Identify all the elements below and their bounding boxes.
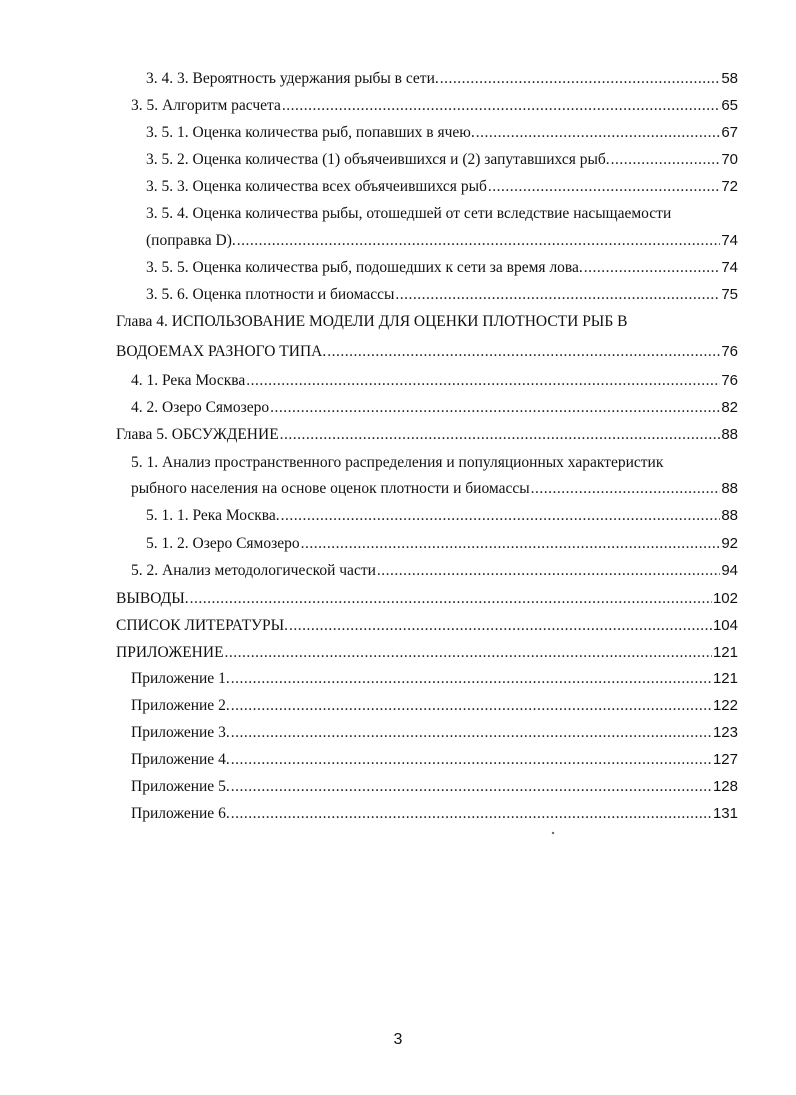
dot-leader (531, 478, 721, 500)
dot-leader (231, 695, 712, 717)
toc-entry-title: рыбного населения на основе оценок плотности и биомассы (131, 480, 530, 497)
toc-entry-page: 131 (712, 805, 738, 822)
toc-entry-page: 65 (721, 97, 738, 114)
page-number: 3 (393, 1031, 403, 1048)
toc-entry-page: 122 (712, 697, 738, 714)
toc-entry-title-line1: Глава 4. ИСПОЛЬЗОВАНИЕ МОДЕЛИ ДЛЯ ОЦЕНКИ ПЛОТНОСТИ РЫБ В (116, 313, 628, 330)
toc-entry-title: Приложение 6. (131, 805, 230, 822)
toc-entry-page: 88 (721, 480, 738, 497)
toc-entry (131, 803, 738, 825)
toc-entry (131, 560, 738, 582)
toc-entry (116, 341, 738, 363)
toc-entry (131, 397, 738, 419)
toc-entry (146, 176, 738, 198)
toc-entry-title: 3. 5. 2. Оценка количества (1) объячеившихся и (2) запутавшихся рыб. (146, 151, 610, 168)
toc-entry-title: 3. 5. 3. Оценка количества всех объячеившихся рыб (146, 178, 487, 195)
toc-entry (131, 95, 738, 117)
toc-entry-title: 3. 5. 5. Оценка количества рыб, подошедших к сети за время лова. (146, 259, 583, 276)
dot-leader (231, 776, 712, 798)
toc-entry (131, 749, 738, 771)
toc-entry (146, 68, 738, 90)
toc-entry (146, 533, 738, 555)
toc-entry-page: 128 (712, 778, 738, 795)
scan-speck (552, 832, 555, 835)
toc-entry-title: 5. 1. 2. Озеро Сямозеро (146, 535, 300, 552)
dot-leader (280, 424, 721, 446)
dot-leader (231, 722, 712, 744)
toc-entry-page: 76 (721, 343, 738, 360)
toc-entry-page: 104 (712, 617, 738, 634)
toc-entry (116, 615, 738, 637)
toc-entry-title: 5. 1. 1. Река Москва. (146, 507, 280, 524)
dot-leader (231, 803, 712, 825)
dot-leader (395, 284, 720, 306)
toc-entry-title: Приложение 4. (131, 751, 230, 768)
toc-entry-title-line1: 3. 5. 4. Оценка количества рыбы, отошедшей от сети вследствие насыщаемости (146, 205, 672, 222)
toc-entry-title: 3. 4. 3. Вероятность удержания рыбы в сети. (146, 70, 439, 87)
dot-leader (327, 341, 720, 363)
toc-entry-title: Приложение 5. (131, 778, 230, 795)
toc-entry-page: 88 (721, 426, 738, 443)
toc-entry-title: ПРИЛОЖЕНИЕ (116, 644, 224, 661)
toc-entry (131, 722, 738, 744)
toc-entry-page: 94 (721, 562, 738, 579)
toc-entry (146, 505, 738, 527)
toc-entry-title: 4. 2. Озеро Сямозеро (131, 399, 270, 416)
toc-entry (131, 668, 738, 690)
toc-entry (146, 230, 738, 252)
toc-entry-title: 3. 5. Алгоритм расчета (131, 97, 281, 114)
toc-entry-page: 74 (721, 259, 738, 276)
dot-leader (237, 230, 721, 252)
dot-leader (231, 668, 712, 690)
toc-entry-title: (поправка D). (146, 232, 236, 249)
toc-entry-title: 4. 1. Река Москва (131, 372, 246, 389)
dot-leader (289, 615, 712, 637)
toc-entry-page: 67 (721, 124, 738, 141)
toc-entry-page: 70 (721, 151, 738, 168)
toc-entry-page: 82 (721, 399, 738, 416)
toc-entry-title: ВОДОЕМАХ РАЗНОГО ТИПА. (116, 343, 327, 360)
toc-entry-title: Приложение 1. (131, 670, 230, 687)
toc-entry-title: Глава 5. ОБСУЖДЕНИЕ (116, 426, 279, 443)
dot-leader (190, 588, 712, 610)
toc-entry-page: 76 (721, 372, 738, 389)
dot-leader (476, 122, 721, 144)
toc-entry (131, 478, 738, 500)
toc-entry (131, 695, 738, 717)
dot-leader (377, 560, 720, 582)
toc-entry-title: 5. 2. Анализ методологической части (131, 562, 376, 579)
toc-entry (146, 257, 738, 279)
dot-leader (270, 397, 720, 419)
dot-leader (584, 257, 721, 279)
toc-entry-title: 3. 5. 6. Оценка плотности и биомассы (146, 286, 395, 303)
toc-entry (131, 776, 738, 798)
toc-entry (146, 122, 738, 144)
toc-entry-page: 121 (712, 670, 738, 687)
toc-entry-page: 121 (712, 644, 738, 661)
toc-entry-page: 123 (712, 724, 738, 741)
toc-entry-page: 102 (712, 590, 738, 607)
toc-entry-page: 75 (721, 286, 738, 303)
dot-leader (488, 176, 720, 198)
toc-entry-title: Приложение 2. (131, 697, 230, 714)
toc-entry (131, 370, 738, 392)
dot-leader (440, 68, 721, 90)
toc-entry (116, 588, 738, 610)
dot-leader (611, 149, 721, 171)
dot-leader (281, 505, 721, 527)
toc-entry-page: 92 (721, 535, 738, 552)
toc-entry-page: 58 (721, 70, 738, 87)
toc-entry (116, 642, 738, 664)
dot-leader (282, 95, 720, 117)
toc-entry-title: СПИСОК ЛИТЕРАТУРЫ. (116, 617, 289, 634)
toc-entry-page: 127 (712, 751, 738, 768)
toc-entry-page: 74 (721, 232, 738, 249)
toc-entry (116, 424, 738, 446)
dot-leader (225, 642, 712, 664)
toc-entry-title: ВЫВОДЫ. (116, 590, 189, 607)
dot-leader (246, 370, 720, 392)
toc-entry-title: 3. 5. 1. Оценка количества рыб, попавших в ячею. (146, 124, 475, 141)
dot-leader (231, 749, 712, 771)
toc-entry-title: Приложение 3. (131, 724, 230, 741)
toc-entry-page: 88 (721, 507, 738, 524)
toc-entry (146, 284, 738, 306)
toc-entry (146, 149, 738, 171)
toc-entry-title-line1: 5. 1. Анализ пространственного распределения и популяционных характеристик (131, 454, 664, 471)
dot-leader (301, 533, 721, 555)
toc-entry-page: 72 (721, 178, 738, 195)
